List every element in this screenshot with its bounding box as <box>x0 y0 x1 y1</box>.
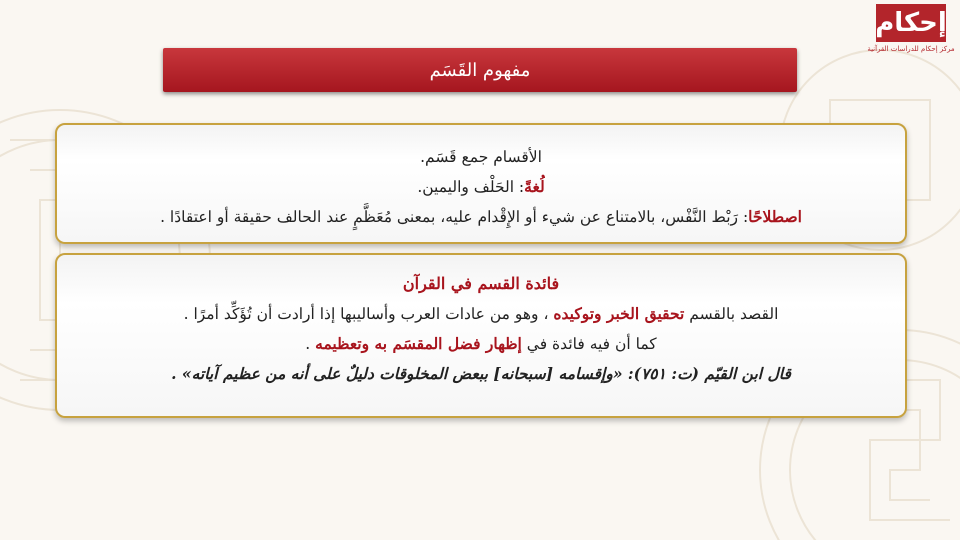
benefit-heading: فائدة القسم في القرآن <box>402 274 560 293</box>
istilah-text: : رَبْط النَّفْس، بالامتناع عن شيء أو الإِقْدام عليه، بمعنى مُعَظَّمٍ عند الحالف حقيقة أو اعتقادًا . <box>160 208 749 226</box>
benefit-line-2-pre: كما أن فيه فائدة في <box>521 335 657 353</box>
benefit-line-1-post: ، وهو من عادات العرب وأساليبها إذا أرادت أن تُؤَكِّد أمرًا . <box>183 305 554 323</box>
slide-title-bar <box>163 48 797 92</box>
quote-speaker: قال ابن القيّم (ت: ٧٥١): <box>627 364 791 383</box>
benefit-line-1 <box>57 299 905 329</box>
istilah-label: اصطلاحًا <box>748 207 802 226</box>
definition-line-technical <box>57 202 905 232</box>
benefit-line-2-post: . <box>305 335 316 353</box>
benefit-line-1-pre: القصد بالقسم <box>684 305 779 323</box>
benefit-emphasis-2: إظهار فضل المقسَم به وتعظيمه <box>315 334 522 353</box>
slide-title: مفهوم القَسَم <box>429 59 531 81</box>
definition-line-linguistic <box>57 172 905 202</box>
benefit-emphasis-1: تحقيق الخبر وتوكيده <box>553 304 685 323</box>
logo-mark: إحكام <box>876 4 946 42</box>
brand-logo <box>867 4 955 70</box>
definition-panel <box>55 123 907 244</box>
benefit-line-2 <box>57 329 905 359</box>
logo-subtitle: مركز إحكام للدراسات القرآنية <box>867 45 955 53</box>
quote-text: «وإقسامه [سبحانه] ببعض المخلوقات دليلٌ على أنه من عظيم آياته» . <box>171 364 628 383</box>
benefit-panel <box>55 253 907 418</box>
definition-line-plural: الأقسام جمع قَسَم. <box>420 148 542 166</box>
lugha-label: لُغةً <box>524 177 545 196</box>
lugha-text: : الحَلْف واليمين. <box>417 178 525 196</box>
benefit-quote <box>57 359 905 389</box>
